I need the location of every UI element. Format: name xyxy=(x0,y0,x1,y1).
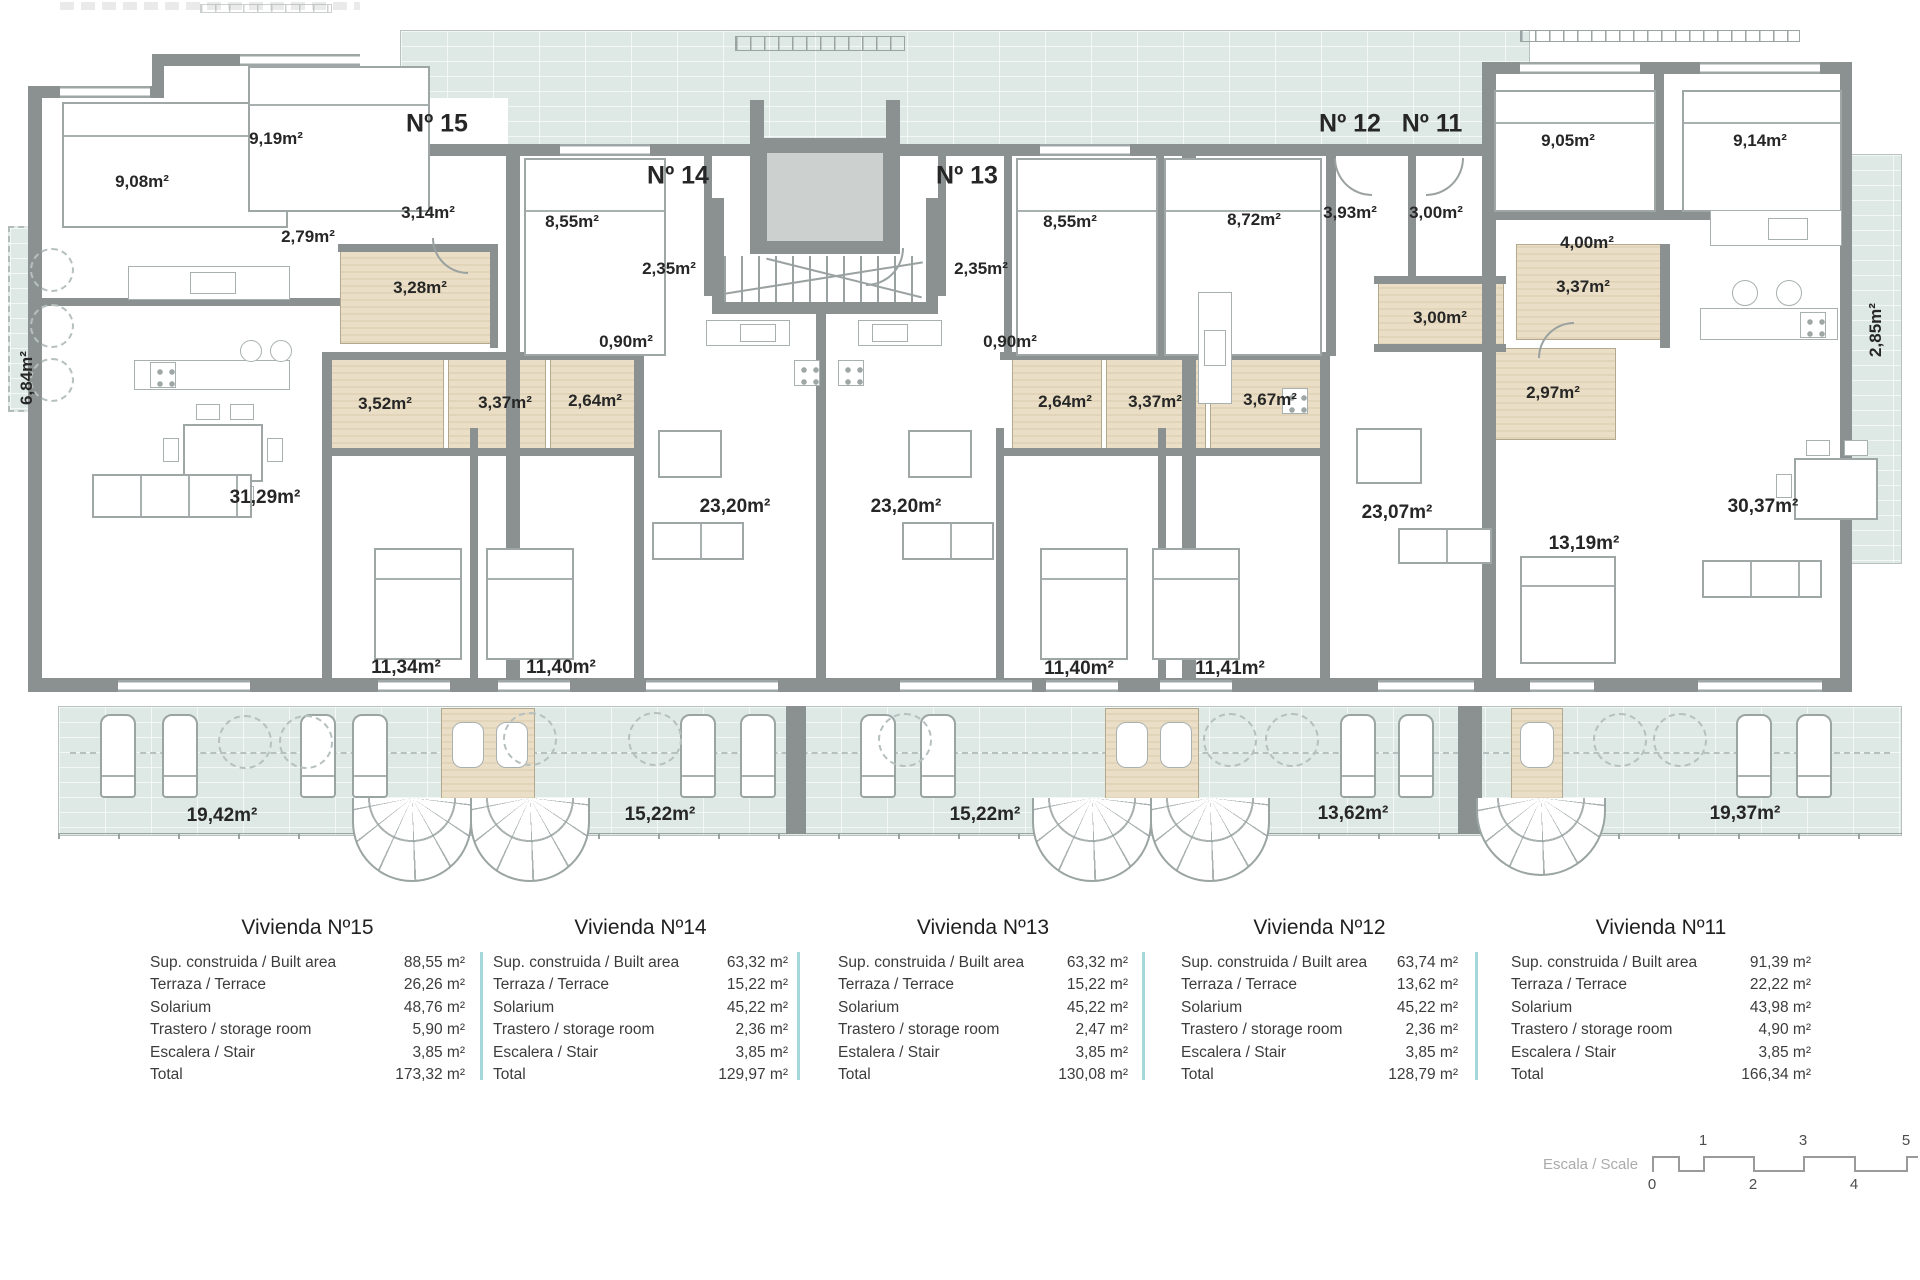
room-area-label: 6,84m² xyxy=(17,351,36,405)
table-row xyxy=(1511,1042,1811,1064)
row-label: Escalera / Stair xyxy=(150,1043,256,1061)
room-area-label: 4,00m² xyxy=(1560,233,1614,252)
table-row xyxy=(150,974,465,996)
room-area-label: 3,52m² xyxy=(358,394,412,413)
scale-number: 2 xyxy=(1748,1176,1758,1193)
table-divider xyxy=(1142,952,1145,1080)
table-row xyxy=(150,952,465,974)
room-area-label: 0,90m² xyxy=(983,332,1037,351)
scale-tick xyxy=(1753,1156,1755,1172)
row-label: Total xyxy=(150,1066,183,1084)
scale-number: 3 xyxy=(1798,1132,1808,1149)
table-title: Vivienda Nº12 xyxy=(1253,916,1386,939)
room-area-label: 3,37m² xyxy=(1128,392,1182,411)
table-row xyxy=(493,1019,788,1041)
row-value: 129,97 m² xyxy=(718,1066,788,1084)
row-value: 2,47 m² xyxy=(1075,1021,1128,1039)
room-area-label: 11,40m² xyxy=(1044,658,1114,679)
room-area-label: 3,28m² xyxy=(393,278,447,297)
table-rows xyxy=(1181,952,1458,1086)
room-area-label: 23,20m² xyxy=(699,496,771,517)
row-label: Trastero / storage room xyxy=(1181,1021,1343,1039)
table-row xyxy=(493,1064,788,1086)
scale-rail xyxy=(1703,1156,1753,1158)
scale-rail xyxy=(1678,1170,1703,1172)
unit-number-label: Nº 11 xyxy=(1401,109,1463,138)
row-value: 22,22 m² xyxy=(1749,976,1811,994)
row-value: 91,39 m² xyxy=(1749,954,1811,971)
row-label: Total xyxy=(838,1066,871,1084)
scale-tick xyxy=(1803,1156,1805,1172)
room-area-label: 8,55m² xyxy=(545,212,599,231)
row-label: Terraza / Terrace xyxy=(1181,976,1298,994)
row-value: 3,85 m² xyxy=(412,1043,465,1061)
table-divider xyxy=(480,952,483,1080)
room-area-label: 9,19m² xyxy=(249,129,303,148)
table-row xyxy=(493,974,788,996)
row-value: 15,22 m² xyxy=(726,976,788,994)
row-value: 48,76 m² xyxy=(403,998,465,1016)
room-area-label: 3,00m² xyxy=(1409,203,1463,222)
room-area-label: 2,35m² xyxy=(954,259,1008,278)
row-value: 63,32 m² xyxy=(1066,954,1128,971)
room-area-label: 23,20m² xyxy=(870,496,942,517)
table-title: Vivienda Nº13 xyxy=(916,916,1050,939)
room-area-label: 8,72m² xyxy=(1227,210,1281,229)
scale-tick xyxy=(1854,1156,1856,1172)
room-area-label: 2,97m² xyxy=(1526,383,1580,402)
row-label: Terraza / Terrace xyxy=(493,976,610,994)
row-value: 128,79 m² xyxy=(1388,1066,1458,1084)
scale-rail xyxy=(1753,1170,1803,1172)
row-label: Sup. construida / Built area xyxy=(150,954,337,971)
room-area-label: 3,37m² xyxy=(1556,277,1610,296)
table-row xyxy=(150,1042,465,1064)
room-area-label: 8,55m² xyxy=(1043,212,1097,231)
table-divider xyxy=(1475,952,1478,1080)
row-value: 4,90 m² xyxy=(1758,1021,1811,1039)
table-row xyxy=(493,1042,788,1064)
table-row xyxy=(1511,974,1811,996)
room-area-label: 9,05m² xyxy=(1541,131,1595,150)
row-label: Sup. construida / Built area xyxy=(838,954,1025,971)
row-value: 5,90 m² xyxy=(412,1021,465,1039)
row-label: Total xyxy=(1181,1066,1214,1084)
room-area-label: 0,90m² xyxy=(599,332,653,351)
table-rows xyxy=(838,952,1128,1086)
table-row xyxy=(1181,1042,1458,1064)
scale-rail xyxy=(1803,1156,1854,1158)
unit-number-label: Nº 12 xyxy=(1319,109,1381,138)
table-row xyxy=(838,1064,1128,1086)
table-title: Vivienda Nº14 xyxy=(574,916,707,939)
row-value: 63,32 m² xyxy=(726,954,788,971)
scale-tick xyxy=(1906,1156,1908,1172)
scale-number: 5 xyxy=(1901,1132,1911,1149)
table-rows xyxy=(1511,952,1811,1086)
scale-rail xyxy=(1854,1170,1906,1172)
row-value: 2,36 m² xyxy=(1405,1021,1458,1039)
room-area-label: 9,14m² xyxy=(1733,131,1787,150)
room-area-label: 2,79m² xyxy=(281,227,335,246)
table-row xyxy=(493,997,788,1019)
row-value: 13,62 m² xyxy=(1396,976,1458,994)
table-vivienda-15 xyxy=(150,916,465,1086)
scale-rail xyxy=(1652,1156,1678,1158)
row-value: 26,26 m² xyxy=(403,976,465,994)
row-label: Escalera / Stair xyxy=(1181,1043,1287,1061)
table-vivienda-14 xyxy=(493,916,788,1086)
scale-number: 0 xyxy=(1647,1176,1657,1193)
row-label: Solarium xyxy=(150,998,212,1016)
table-row xyxy=(1511,1064,1811,1086)
row-label: Terraza / Terrace xyxy=(838,976,955,994)
row-value: 2,36 m² xyxy=(735,1021,788,1039)
room-area-label: 15,22m² xyxy=(949,804,1021,825)
table-vivienda-11 xyxy=(1511,916,1811,1086)
room-area-label: 31,29m² xyxy=(229,487,301,508)
row-label: Escalera / Stair xyxy=(1511,1043,1617,1061)
row-label: Total xyxy=(493,1066,526,1084)
unit-number-label: Nº 14 xyxy=(647,161,709,190)
room-area-label: 2,64m² xyxy=(1038,392,1092,411)
room-area-label: 19,37m² xyxy=(1709,803,1781,824)
row-value: 88,55 m² xyxy=(403,954,465,971)
room-area-label: 23,07m² xyxy=(1361,502,1433,523)
table-vivienda-12 xyxy=(1181,916,1458,1086)
table-row xyxy=(1181,952,1458,974)
row-value: 3,85 m² xyxy=(1405,1043,1458,1061)
row-value: 3,85 m² xyxy=(1758,1043,1811,1061)
table-row xyxy=(838,1019,1128,1041)
table-row xyxy=(150,997,465,1019)
scale-number: 4 xyxy=(1849,1176,1859,1193)
table-divider xyxy=(797,952,800,1080)
row-value: 3,85 m² xyxy=(1075,1043,1128,1061)
room-area-label: 11,34m² xyxy=(371,657,441,678)
table-row xyxy=(838,952,1128,974)
room-area-label: 3,00m² xyxy=(1413,308,1467,327)
row-value: 166,34 m² xyxy=(1741,1066,1811,1084)
row-value: 173,32 m² xyxy=(395,1066,465,1084)
table-row xyxy=(838,1042,1128,1064)
scale-tick xyxy=(1703,1156,1705,1172)
room-area-label: 11,41m² xyxy=(1195,658,1265,679)
room-area-label: 19,42m² xyxy=(186,805,258,826)
row-label: Trastero / storage room xyxy=(838,1021,1000,1039)
table-rows xyxy=(493,952,788,1086)
table-row xyxy=(150,1064,465,1086)
room-area-label: 11,40m² xyxy=(526,657,596,678)
row-label: Total xyxy=(1511,1066,1544,1084)
row-label: Solarium xyxy=(1511,998,1573,1016)
room-area-label: 3,14m² xyxy=(401,203,455,222)
table-row xyxy=(1511,952,1811,974)
unit-number-label: Nº 13 xyxy=(936,161,998,190)
table-rows xyxy=(150,952,465,1086)
scale-label: Escala / Scale xyxy=(1543,1156,1639,1173)
row-value: 63,74 m² xyxy=(1396,954,1458,971)
row-label: Solarium xyxy=(493,998,555,1016)
table-row xyxy=(493,952,788,974)
table-row xyxy=(838,974,1128,996)
scale-tick xyxy=(1652,1156,1654,1172)
row-value: 43,98 m² xyxy=(1749,998,1811,1016)
row-label: Solarium xyxy=(838,998,900,1016)
row-label: Estalera / Stair xyxy=(838,1043,940,1061)
row-value: 3,85 m² xyxy=(735,1043,788,1061)
row-value: 15,22 m² xyxy=(1066,976,1128,994)
table-row xyxy=(1511,1019,1811,1041)
row-label: Sup. construida / Built area xyxy=(493,954,680,971)
table-row xyxy=(838,997,1128,1019)
scale-number: 1 xyxy=(1698,1132,1708,1149)
row-value: 45,22 m² xyxy=(726,998,788,1016)
room-area-label: 13,62m² xyxy=(1317,803,1389,824)
table-row xyxy=(1181,1064,1458,1086)
row-value: 45,22 m² xyxy=(1066,998,1128,1016)
row-label: Trastero / storage room xyxy=(1511,1021,1673,1039)
table-title: Vivienda Nº15 xyxy=(241,916,374,939)
row-value: 130,08 m² xyxy=(1058,1066,1128,1084)
scale-tick xyxy=(1678,1156,1680,1172)
room-area-label: 9,08m² xyxy=(115,172,169,191)
table-vivienda-13 xyxy=(838,916,1128,1086)
row-label: Escalera / Stair xyxy=(493,1043,599,1061)
table-row xyxy=(1181,997,1458,1019)
row-label: Sup. construida / Built area xyxy=(1181,954,1368,971)
row-label: Sup. construida / Built area xyxy=(1511,954,1698,971)
row-label: Terraza / Terrace xyxy=(1511,976,1628,994)
room-area-label: 3,67m² xyxy=(1243,390,1297,409)
room-area-label: 13,19m² xyxy=(1548,533,1620,554)
room-area-label: 2,35m² xyxy=(642,259,696,278)
table-row xyxy=(1181,1019,1458,1041)
room-area-label: 30,37m² xyxy=(1727,496,1799,517)
room-area-label: 2,85m² xyxy=(1866,303,1885,357)
table-row xyxy=(1511,997,1811,1019)
unit-number-label: Nº 15 xyxy=(406,109,468,138)
row-label: Terraza / Terrace xyxy=(150,976,267,994)
row-label: Trastero / storage room xyxy=(150,1021,312,1039)
table-title: Vivienda Nº11 xyxy=(1595,916,1727,939)
room-area-label: 2,64m² xyxy=(568,391,622,410)
room-area-label: 3,93m² xyxy=(1323,203,1377,222)
room-area-label: 3,37m² xyxy=(478,393,532,412)
row-label: Trastero / storage room xyxy=(493,1021,655,1039)
room-area-label: 15,22m² xyxy=(624,804,696,825)
table-row xyxy=(150,1019,465,1041)
row-label: Solarium xyxy=(1181,998,1243,1016)
table-row xyxy=(1181,974,1458,996)
row-value: 45,22 m² xyxy=(1396,998,1458,1016)
